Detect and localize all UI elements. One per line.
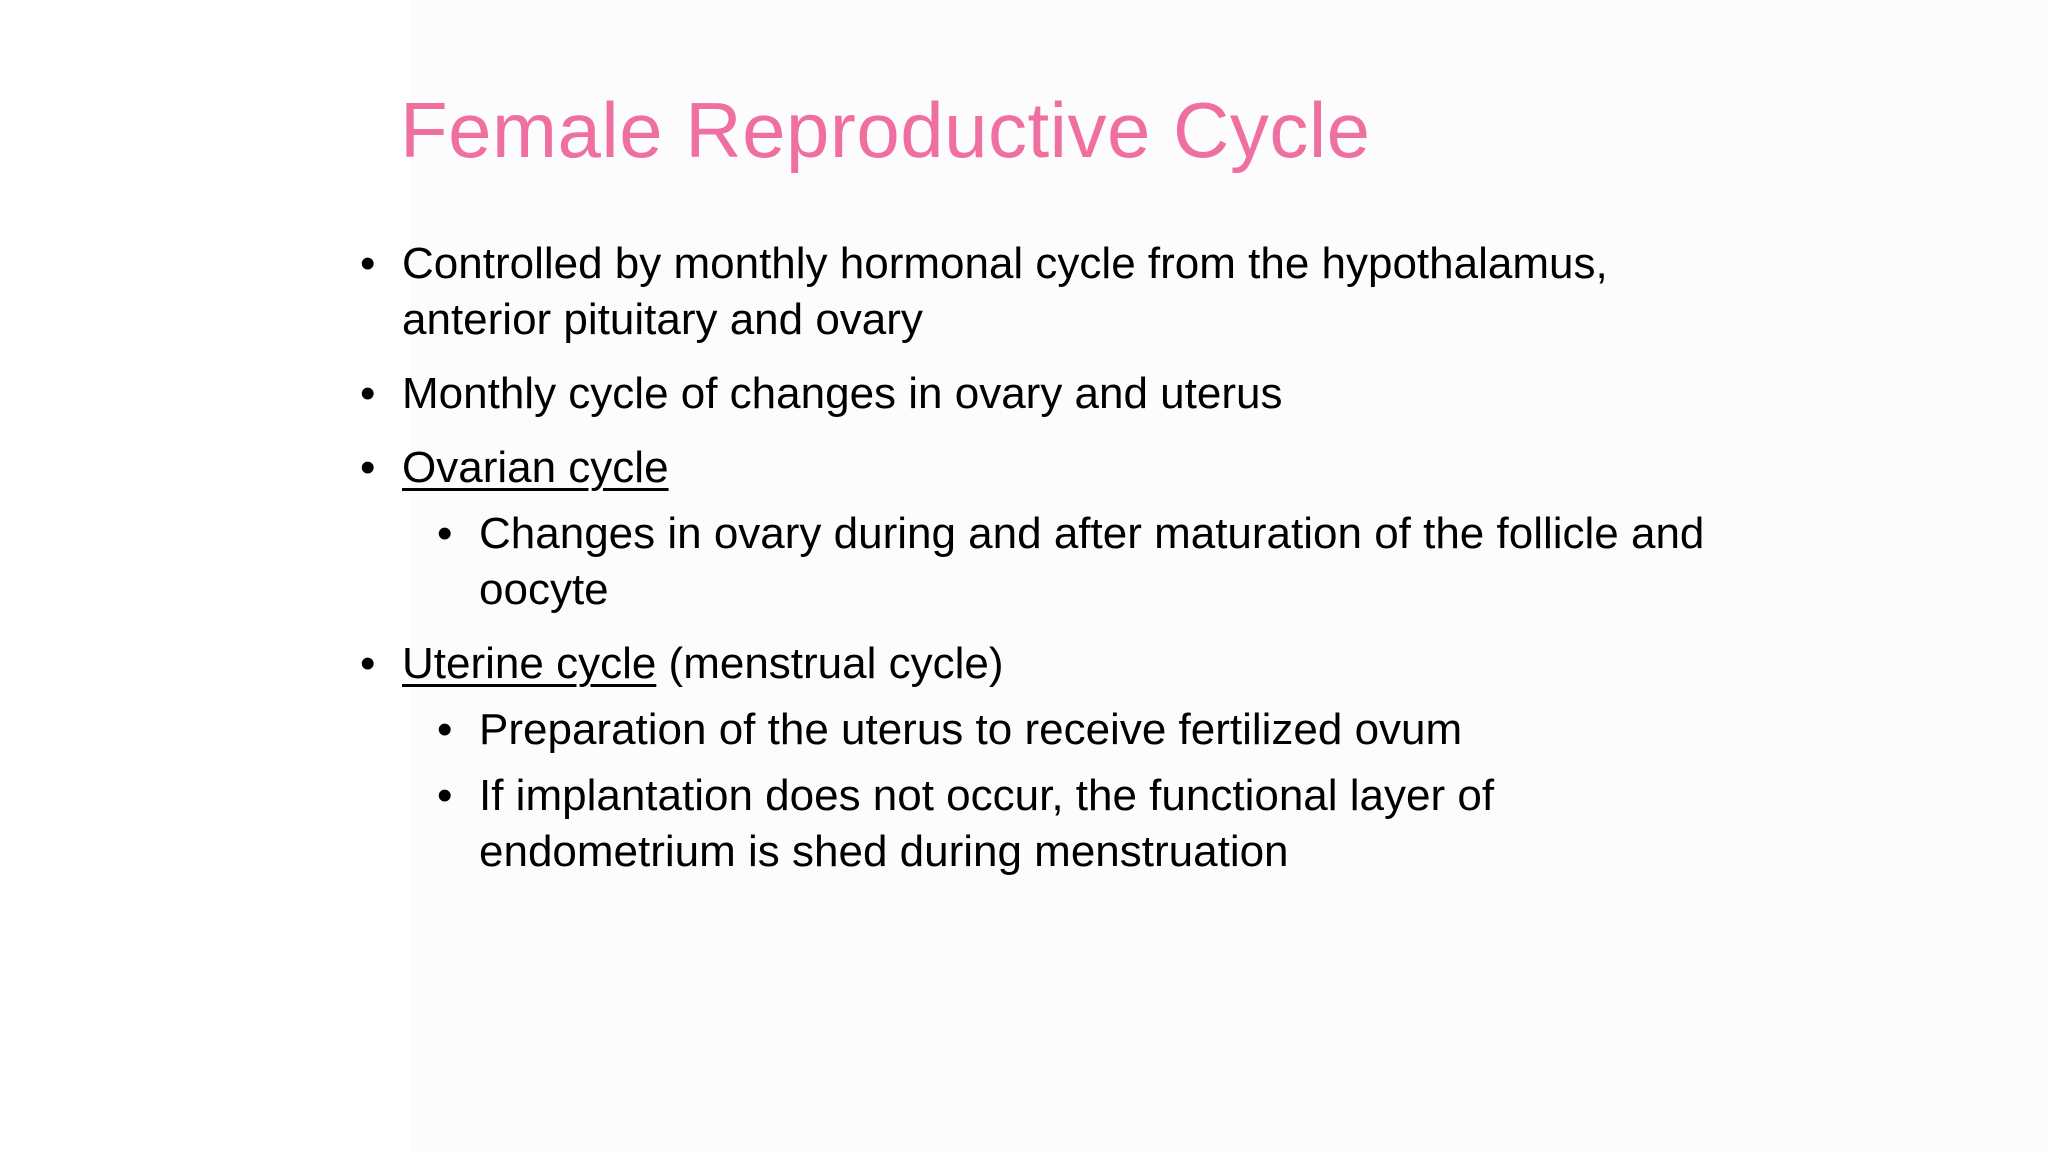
slide-title: Female Reproductive Cycle [400,86,1371,174]
bullet-item-3 [360,440,1740,496]
bullet-item-1 [360,236,1740,348]
bullet-item-4 [360,636,1740,692]
bullet-text: Preparation of the uterus to receive fertilized ovum [479,705,1463,754]
bullet-text: (menstrual cycle) [656,639,1004,688]
bullet-marker: • [360,239,376,288]
bullet-text-underlined: Uterine cycle [402,639,657,688]
bullet-marker: • [437,509,453,558]
bullet-marker: • [360,369,376,418]
bullet-marker: • [437,771,453,820]
bullet-text-underlined: Ovarian cycle [402,443,669,492]
bullet-text: Changes in ovary during and after maturation of the follicle and oocyte [479,509,1705,614]
bullet-marker: • [437,705,453,754]
bullet-text: Controlled by monthly hormonal cycle from the hypothalamus, anterior pituitary and ovary [402,239,1608,344]
sub-bullet-item-2 [437,702,1740,758]
bullet-marker: • [360,443,376,492]
sub-bullet-item-1 [437,506,1740,618]
bullet-item-2 [360,366,1740,422]
bullet-text: If implantation does not occur, the functional layer of endometrium is shed during menstruation [479,771,1495,876]
bullet-marker: • [360,639,376,688]
sub-bullet-item-3 [437,768,1740,880]
bullet-text: Monthly cycle of changes in ovary and uterus [402,369,1283,418]
bullet-list [360,236,1740,880]
